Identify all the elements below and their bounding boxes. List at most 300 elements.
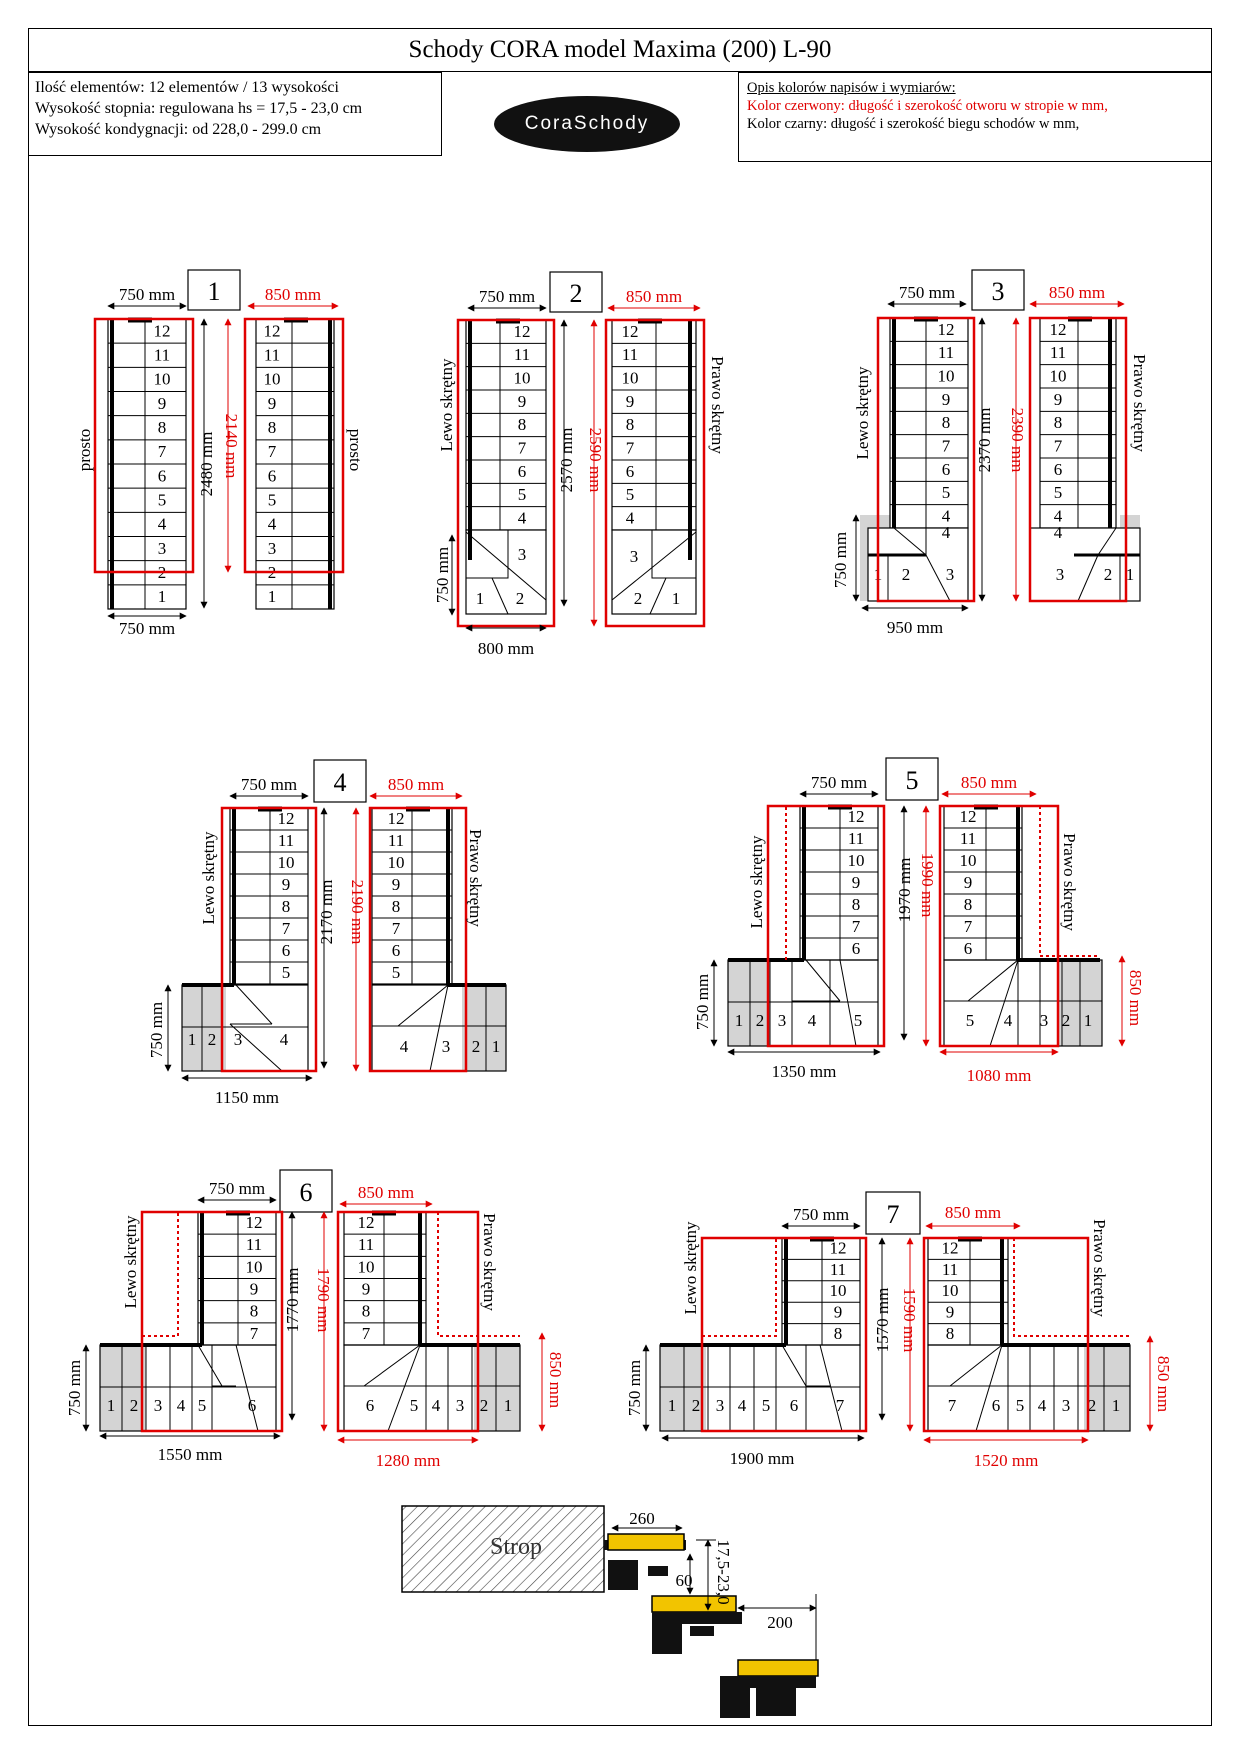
landing-area (1084, 1345, 1130, 1431)
side-label: 750 mm (625, 1359, 644, 1417)
stair-length-label: 2570 mm (557, 427, 576, 493)
step-number: 12 (277, 808, 295, 828)
step-number: 6 (625, 461, 635, 481)
step-number: 5 (625, 485, 635, 505)
step-number: 9 (281, 874, 291, 894)
run-width-label: 1350 mm (771, 1062, 837, 1081)
step-number: 3 (157, 538, 167, 558)
hole-width-label: 850 mm (1048, 283, 1106, 302)
step-number: 4 (1053, 506, 1063, 526)
step-number: 3 (233, 1030, 243, 1049)
step-number: 3 (715, 1396, 725, 1415)
run-width-label: 800 mm (477, 639, 535, 658)
step-number: 9 (391, 874, 401, 894)
step-number: 12 (1049, 319, 1067, 339)
stair-plan-right (612, 320, 696, 614)
step-number: 11 (847, 828, 865, 848)
stair-length-label: 2480 mm (197, 431, 216, 497)
winder-line (806, 960, 840, 1001)
variant-5 (693, 758, 1145, 1085)
variant-6 (65, 1170, 565, 1470)
step-number: 2 (691, 1396, 701, 1415)
run-width-label: 1900 mm (729, 1449, 795, 1468)
variant-number: 6 (299, 1178, 313, 1207)
step-support (608, 1560, 638, 1590)
step-number: 12 (263, 321, 281, 341)
tread (738, 1660, 818, 1676)
stair-plan-left (868, 318, 968, 601)
direction-label: Lewo skrętny (437, 358, 456, 452)
step-number: 1 (671, 589, 681, 608)
stair-plan-left (108, 319, 186, 609)
step-support (720, 1676, 816, 1688)
step-number: 3 (1055, 565, 1065, 584)
winder-line (990, 960, 1018, 1046)
step-number: 10 (153, 369, 171, 389)
stair-width-label: 750 mm (792, 1205, 850, 1224)
step-number: 7 (851, 916, 861, 936)
step-number: 9 (833, 1302, 843, 1322)
step-number: 3 (441, 1037, 451, 1056)
hole-width-label: 850 mm (960, 773, 1018, 792)
step-number: 7 (1053, 436, 1063, 456)
step-number: 7 (947, 1396, 957, 1415)
step-support (652, 1624, 682, 1654)
step-number: 6 (851, 938, 861, 958)
step-number: 10 (829, 1281, 847, 1301)
landing-area (182, 985, 226, 1071)
step-number: 11 (513, 345, 531, 365)
step-number: 10 (941, 1281, 959, 1301)
step-number: 4 (1037, 1396, 1047, 1415)
step-number: 1 (1125, 565, 1135, 584)
step-number: 2 (207, 1030, 217, 1049)
step-height: Wysokość stopnia: regulowana hs = 17,5 - 23,0 cm (35, 100, 363, 117)
step-number: 8 (157, 418, 167, 438)
run-width-label: 1550 mm (157, 1445, 223, 1464)
step-number: 2 (633, 589, 643, 608)
direction-label: Prawo skrętny (1130, 354, 1149, 452)
step-number: 3 (629, 547, 639, 566)
stair-width-label: 750 mm (898, 283, 956, 302)
stair-width-label: 750 mm (240, 775, 298, 794)
step-number: 6 (941, 459, 951, 479)
stair-plan-left (466, 320, 546, 614)
step-number: 4 (517, 508, 527, 528)
step-number: 4 (807, 1011, 817, 1030)
stair-length-label: 2170 mm (317, 879, 336, 945)
step-number: 12 (829, 1238, 847, 1258)
hole-length-label: 1990 mm (918, 852, 937, 918)
step-number: 9 (945, 1302, 955, 1322)
height-label: 17,5-23,0 (714, 1539, 733, 1605)
step-number: 1 (491, 1037, 501, 1056)
step-number: 6 (281, 940, 291, 960)
stair-length-label: 1970 mm (895, 857, 914, 923)
step-number: 12 (941, 1238, 959, 1258)
run-width-label: 1150 mm (214, 1088, 280, 1107)
step-number: 10 (263, 369, 281, 389)
step-number: 9 (963, 872, 973, 892)
step-number: 9 (267, 393, 277, 413)
step-number: 12 (959, 806, 977, 826)
step-number: 5 (281, 962, 291, 982)
step-number: 3 (153, 1396, 163, 1415)
step-number: 10 (277, 852, 295, 872)
step-number: 7 (157, 442, 167, 462)
step-number: 6 (789, 1396, 799, 1415)
step-number: 10 (959, 850, 977, 870)
step-number: 2 (157, 563, 167, 583)
step-number: 9 (517, 391, 527, 411)
step-number: 6 (157, 466, 167, 486)
step-number: 9 (1053, 389, 1063, 409)
hole-length-label: 1590 mm (900, 1287, 919, 1353)
run-width-label: 750 mm (118, 619, 176, 638)
step-number: 7 (267, 442, 277, 462)
step-number: 5 (409, 1396, 419, 1415)
step-number: 5 (391, 962, 401, 982)
step-number: 5 (761, 1396, 771, 1415)
stair-length-label: 2370 mm (975, 407, 994, 473)
variant-4 (147, 760, 506, 1107)
step-number: 1 (187, 1030, 197, 1049)
step-number: 12 (357, 1212, 375, 1232)
variant-number: 7 (886, 1200, 900, 1229)
step-number: 2 (1087, 1396, 1097, 1415)
step-number: 7 (517, 438, 527, 458)
step-number: 5 (853, 1011, 863, 1030)
step-number: 9 (249, 1279, 259, 1299)
stair-outline (800, 806, 878, 960)
step-number: 4 (1053, 523, 1063, 542)
gap-label: 60 (675, 1571, 693, 1590)
page-title: Schody CORA model Maxima (200) L-90 (28, 28, 1212, 72)
direction-label: prosto (346, 428, 365, 472)
landing-area (728, 960, 770, 1046)
direction-label: Lewo skrętny (121, 1215, 140, 1309)
step-number: 4 (941, 523, 951, 542)
variant-1 (75, 270, 365, 638)
hole-run-label: 1280 mm (375, 1451, 441, 1470)
step-number: 12 (387, 808, 405, 828)
variant-number: 3 (991, 277, 1005, 306)
hole-width-label: 850 mm (264, 285, 322, 304)
variant-number: 2 (569, 279, 583, 308)
step-number: 10 (621, 368, 639, 388)
stair-outline (944, 806, 1022, 960)
direction-label: Prawo skrętny (466, 829, 485, 927)
step-number: 4 (267, 514, 277, 534)
step-number: 6 (267, 466, 277, 486)
stair-width-label: 750 mm (810, 773, 868, 792)
step-number: 4 (1003, 1011, 1013, 1030)
step-number: 5 (517, 485, 527, 505)
step-number: 2 (515, 589, 525, 608)
step-number: 7 (941, 436, 951, 456)
step-number: 9 (941, 389, 951, 409)
step-number: 8 (361, 1301, 371, 1321)
hole-dotted-edge (142, 1212, 178, 1336)
step-number: 5 (965, 1011, 975, 1030)
step-number: 7 (281, 918, 291, 938)
step-number: 12 (621, 321, 639, 341)
hole-width-label: 850 mm (625, 287, 683, 306)
step-number: 4 (399, 1037, 409, 1056)
step-number: 3 (777, 1011, 787, 1030)
legend-black: Kolor czarny: długość i szerokość biegu schodów w mm, (747, 116, 1080, 132)
step-number: 11 (245, 1235, 263, 1255)
step-number: 5 (941, 483, 951, 503)
step-number: 2 (901, 565, 911, 584)
step-number: 8 (963, 894, 973, 914)
step-number: 11 (153, 345, 171, 365)
step-number: 5 (1015, 1396, 1025, 1415)
stair-width-label: 750 mm (118, 285, 176, 304)
stair-length-label: 1570 mm (873, 1287, 892, 1353)
step-number: 1 (734, 1011, 744, 1030)
winder-line (364, 1345, 420, 1386)
step-number: 6 (963, 938, 973, 958)
step-number: 1 (1111, 1396, 1121, 1415)
step-number: 8 (267, 418, 277, 438)
winder-line (782, 1345, 806, 1386)
step-number: 8 (833, 1324, 843, 1344)
step-number: 8 (281, 896, 291, 916)
step-number: 3 (517, 545, 527, 564)
step-number: 10 (357, 1257, 375, 1277)
landing-area (100, 1345, 146, 1431)
hole-length-label: 1790 mm (314, 1267, 333, 1333)
step-number: 7 (361, 1323, 371, 1343)
stair-outline (928, 1238, 1008, 1345)
cora-logo: CoraSchody (494, 96, 680, 152)
winder-line (840, 960, 856, 1046)
step-number: 12 (153, 321, 171, 341)
step-number: 11 (387, 830, 405, 850)
step-number: 12 (245, 1212, 263, 1232)
side-label: 750 mm (433, 546, 452, 604)
stair-width-label: 750 mm (208, 1179, 266, 1198)
tread-label: 200 (767, 1613, 793, 1632)
step-number: 10 (937, 366, 955, 386)
step-number: 7 (625, 438, 635, 458)
run-width-label: 950 mm (886, 618, 944, 637)
step-number: 10 (1049, 366, 1067, 386)
hole-width-label: 850 mm (944, 1203, 1002, 1222)
step-number: 6 (517, 461, 527, 481)
step-number: 4 (737, 1396, 747, 1415)
step-number: 4 (279, 1030, 289, 1049)
step-number: 9 (625, 391, 635, 411)
step-number: 2 (267, 563, 277, 583)
landing-area (474, 1345, 520, 1431)
step-number: 8 (1053, 413, 1063, 433)
step-number: 5 (197, 1396, 207, 1415)
step-number: 2 (129, 1396, 139, 1415)
step-number: 11 (941, 1259, 959, 1279)
winder-line (820, 1345, 842, 1431)
winder-line (388, 1345, 420, 1431)
slab-label: Strop (489, 1534, 543, 1560)
side-label: 750 mm (831, 531, 850, 589)
step-number: 11 (263, 345, 281, 365)
hole-dotted-edge (1014, 1238, 1130, 1336)
step-number: 6 (1053, 459, 1063, 479)
direction-label: Prawo skrętny (708, 356, 727, 454)
step-number: 7 (249, 1323, 259, 1343)
hole-run-label: 1520 mm (973, 1451, 1039, 1470)
winder-line (976, 1345, 1002, 1431)
direction-label: Lewo skrętny (199, 831, 218, 925)
direction-label: Lewo skrętny (853, 366, 872, 460)
step-number: 6 (247, 1396, 257, 1415)
stair-plan-right (256, 319, 334, 609)
hole-width-label: 850 mm (387, 775, 445, 794)
step-number: 3 (945, 565, 955, 584)
step-number: 12 (937, 319, 955, 339)
step-number: 8 (391, 896, 401, 916)
step-support (652, 1612, 742, 1624)
hole-run-label: 1080 mm (966, 1066, 1032, 1085)
step-number: 6 (991, 1396, 1001, 1415)
step-number: 2 (1103, 565, 1113, 584)
step-number: 1 (873, 565, 883, 584)
step-number: 8 (851, 894, 861, 914)
side-label: 750 mm (65, 1359, 84, 1417)
hole-length-label: 2140 mm (222, 413, 241, 479)
step-number: 9 (361, 1279, 371, 1299)
hole-side-label: 850 mm (1154, 1355, 1173, 1413)
direction-label: prosto (75, 428, 94, 472)
step-number: 1 (157, 587, 167, 607)
direction-label: Prawo skrętny (1060, 833, 1079, 931)
step-number: 11 (277, 830, 295, 850)
step-number: 10 (513, 368, 531, 388)
step-number: 3 (267, 538, 277, 558)
step-number: 1 (267, 587, 277, 607)
step-number: 10 (847, 850, 865, 870)
winder-line (198, 1345, 222, 1386)
step-number: 4 (625, 508, 635, 528)
hole-side-label: 850 mm (1126, 969, 1145, 1027)
hole-side-label: 850 mm (546, 1351, 565, 1409)
step-number: 9 (157, 393, 167, 413)
side-label: 750 mm (693, 973, 712, 1031)
hole-length-label: 2390 mm (1008, 407, 1027, 473)
step-number: 8 (517, 415, 527, 435)
variant-number: 1 (207, 277, 221, 306)
winder-line (968, 960, 1018, 1001)
step-number: 11 (959, 828, 977, 848)
hole-length-label: 2590 mm (586, 427, 605, 493)
step-number: 7 (963, 916, 973, 936)
step-support (720, 1688, 750, 1718)
step-number: 11 (937, 343, 955, 363)
floor-height: Wysokość kondygnacji: od 228,0 - 299.0 cm (35, 121, 322, 138)
step-number: 8 (249, 1301, 259, 1321)
step-number: 3 (1039, 1011, 1049, 1030)
stair-outline (782, 1238, 860, 1345)
step-number: 11 (357, 1235, 375, 1255)
stair-length-label: 1770 mm (283, 1267, 302, 1333)
step-number: 2 (1061, 1011, 1071, 1030)
winder-line (236, 1345, 258, 1431)
step-number: 2 (471, 1037, 481, 1056)
step-number: 7 (391, 918, 401, 938)
step-number: 1 (1083, 1011, 1093, 1030)
step-detail (402, 1506, 818, 1718)
step-number: 3 (455, 1396, 465, 1415)
variant-number: 4 (333, 768, 347, 797)
step-number: 7 (835, 1396, 845, 1415)
step-number: 5 (267, 490, 277, 510)
stair-outline (890, 318, 968, 528)
hole-width-label: 850 mm (357, 1183, 415, 1202)
hole-length-label: 2190 mm (348, 879, 367, 945)
stair-plan-right (1030, 318, 1140, 601)
step-number: 3 (1061, 1396, 1071, 1415)
step-number: 10 (245, 1257, 263, 1277)
winder-line (236, 985, 272, 1024)
step-number: 10 (387, 852, 405, 872)
landing-area (462, 985, 506, 1071)
step-number: 6 (391, 940, 401, 960)
step-number: 1 (667, 1396, 677, 1415)
step-support (648, 1566, 668, 1576)
variant-2 (433, 272, 727, 658)
step-number: 8 (625, 415, 635, 435)
direction-label: Lewo skrętny (681, 1221, 700, 1315)
stair-width-label: 750 mm (478, 287, 536, 306)
variant-7 (625, 1192, 1173, 1470)
hole-dotted-edge (702, 1238, 776, 1336)
step-number: 12 (847, 806, 865, 826)
step-number: 9 (851, 872, 861, 892)
direction-label: Prawo skrętny (480, 1213, 499, 1311)
step-support (690, 1626, 714, 1636)
landing-area (660, 1345, 706, 1431)
step-number: 1 (503, 1396, 513, 1415)
step-support (756, 1688, 796, 1716)
step-number: 6 (365, 1396, 375, 1415)
tread (608, 1534, 684, 1550)
stair-outline (466, 320, 546, 530)
variant-number: 5 (905, 766, 919, 795)
direction-label: Prawo skrętny (1090, 1219, 1109, 1317)
direction-label: Lewo skrętny (747, 835, 766, 929)
step-number: 4 (157, 514, 167, 534)
step-number: 2 (755, 1011, 765, 1030)
step-number: 2 (479, 1396, 489, 1415)
step-number: 1 (475, 589, 485, 608)
step-number: 11 (1049, 343, 1067, 363)
step-number: 5 (157, 490, 167, 510)
step-number: 8 (941, 413, 951, 433)
step-number: 11 (829, 1259, 847, 1279)
step-number: 1 (106, 1396, 116, 1415)
legend-red: Kolor czerwony: długość i szerokość otworu w stropie w mm, (747, 98, 1108, 114)
step-number: 8 (945, 1324, 955, 1344)
step-number: 11 (621, 345, 639, 365)
step-number: 4 (941, 506, 951, 526)
winder-area (1030, 528, 1140, 601)
elements-count: Ilość elementów: 12 elementów / 13 wysokości (35, 79, 339, 96)
variant-3 (831, 270, 1149, 637)
side-label: 750 mm (147, 1001, 166, 1059)
legend-heading: Opis kolorów napisów i wymiarów: (747, 80, 956, 96)
step-number: 4 (431, 1396, 441, 1415)
